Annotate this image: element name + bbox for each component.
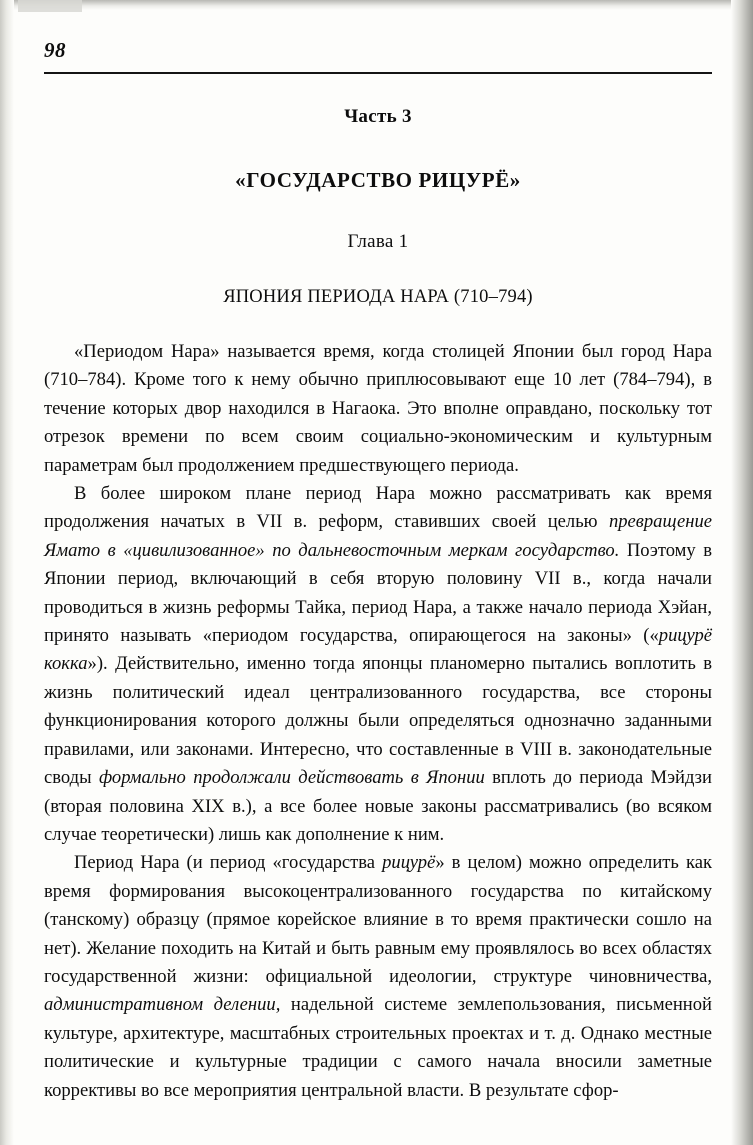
text-run: Поэтому в Японии период, включающий в себя вторую половину VII в., когда начали проводиться в жизнь реформы Тайка, период Нара, а также начало периода Хэйан, принято называть «периодом государства, опирающегося на законы» («: [44, 539, 712, 647]
emphasis-text: рицурё кокка: [44, 625, 712, 675]
body-paragraphs: [44, 338, 712, 1105]
text-run: »). Действительно, именно тогда японцы планомерно пытались воплотить в жизнь политический идеал централизованного государства, все стороны функционирования которого должны были определяться однозначно заданными правилами, или законами. Интересно, что составленные в VIII в. законодательные своды: [44, 653, 712, 789]
chapter-heading: Глава 1: [347, 231, 409, 252]
page-number: 98: [44, 38, 66, 62]
text-run: «Периодом Нара» называется время, когда столицей Японии был город Нара (710–784). Кроме того к нему обычно приплюсовывают еще 10 лет (784–794), в течение которых двор находился в Нагаока. Это вполне оправдано, поскольку тот отрезок времени по всем своим социально-экономическим и культурным параметрам был продолжением предшествующего периода.: [44, 341, 712, 476]
paragraph: [44, 849, 712, 1105]
section-heading: ЯПОНИЯ ПЕРИОДА НАРА (710–794): [223, 287, 533, 307]
text-run: » в целом) можно определить как время формирования высокоцентрализованного государства по китайскому (танскому) образцу (прямое корейское влияние в то время практически сошло на нет). Желание походить на Китай и быть равным ему проявлялось во всех областях государственной жизни: официальной идеологии, структуре чиновничества,: [44, 852, 712, 987]
emphasis-text: рицурё: [382, 852, 436, 874]
text-run: вплоть до периода Мэйдзи (вторая половина XIX в.), а все более новые законы рассматривались (во всяком случае теоретически) лишь как дополнение к ним.: [44, 767, 712, 845]
work-heading: «ГОСУДАРСТВО РИЦУРЁ»: [235, 168, 521, 192]
part-heading: Часть 3: [344, 106, 412, 127]
text-run: В более широком плане период Нара можно рассматривать как время продолжения начатых в VII в. реформ, ставивших своей целью: [44, 483, 712, 533]
emphasis-text: формально продолжали действовать в Японии: [98, 767, 485, 789]
emphasis-text: административном делении,: [44, 994, 281, 1016]
paragraph: [44, 480, 712, 849]
emphasis-text: превращение Ямато в «цивилизованное» по дальневосточным меркам государство.: [44, 511, 712, 561]
text-run: надельной системе землепользования, письменной культуре, архитектуре, масштабных строительных проектах и т. д. Однако местные политические и культурные традиции с самого начала вносили заметные коррективы во все мероприятия центральной власти. В результате сфор-: [44, 994, 712, 1101]
text-block: [44, 96, 712, 1105]
paragraph: [44, 338, 712, 480]
text-run: Период Нара (и период «государства: [74, 852, 383, 874]
header-rule: [44, 72, 712, 74]
